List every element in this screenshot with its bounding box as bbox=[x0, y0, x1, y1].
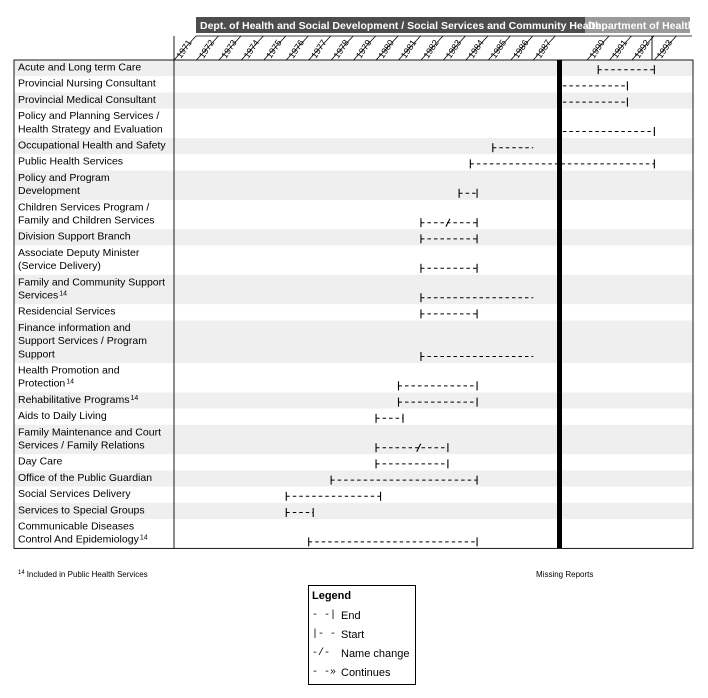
legend-title: Legend bbox=[312, 590, 352, 602]
missing-reports-label: Missing Reports bbox=[536, 570, 594, 579]
legend-box bbox=[308, 585, 416, 685]
row-8 bbox=[14, 229, 693, 245]
year-label: 1992 bbox=[632, 37, 652, 61]
row-2 bbox=[14, 92, 693, 108]
row-10 bbox=[14, 275, 693, 304]
footnote-text: Included in Public Health Services bbox=[26, 570, 148, 579]
segment-5-0 bbox=[470, 159, 654, 168]
row-label-sup: 14 bbox=[66, 378, 75, 386]
row-7 bbox=[18, 201, 155, 226]
row-label: Finance information and bbox=[18, 321, 131, 334]
segment-11-0 bbox=[421, 309, 477, 318]
year-label: 1978 bbox=[331, 37, 352, 61]
year-label: 1983 bbox=[443, 37, 464, 61]
row-label: Acute and Long term Care bbox=[18, 61, 142, 74]
legend-label-name-change: Name change bbox=[341, 647, 410, 660]
row-label: Services / Family Relations bbox=[18, 439, 145, 452]
row-list bbox=[14, 60, 693, 546]
year-label: 1982 bbox=[421, 37, 441, 61]
row-label: Services$^{14}$ bbox=[18, 289, 68, 302]
year-label: 1993 bbox=[654, 37, 675, 61]
year-label: 1977 bbox=[309, 37, 329, 61]
row-band bbox=[14, 170, 693, 199]
row-label: Policy and Program bbox=[18, 171, 110, 184]
segment-21-0 bbox=[309, 537, 477, 546]
row-1 bbox=[18, 78, 156, 90]
year-label: 1991 bbox=[609, 37, 630, 61]
row-label: Policy and Planning Services / bbox=[18, 110, 160, 123]
row-20 bbox=[14, 503, 693, 519]
row-11 bbox=[18, 306, 115, 318]
row-4 bbox=[14, 138, 693, 154]
legend-label-start: Start bbox=[341, 628, 365, 641]
row-label: Services to Special Groups bbox=[18, 504, 145, 517]
year-label: 1986 bbox=[511, 37, 531, 61]
header-left-title: Dept. of Health and Social Development / Social Services and Community Health bbox=[200, 20, 602, 32]
legend-symbol-continues: - -» bbox=[312, 667, 337, 678]
year-label: 1980 bbox=[376, 37, 396, 61]
legend-label-continues: Continues bbox=[341, 666, 391, 679]
row-label: Family and Children Services bbox=[18, 214, 155, 227]
row-label: Children Services Program / bbox=[18, 201, 150, 214]
row-label-sup: 14 bbox=[59, 290, 68, 297]
year-label: 1973 bbox=[219, 37, 239, 61]
footnote-sup: 14 bbox=[18, 570, 25, 576]
year-label: 1990 bbox=[587, 37, 607, 61]
legend-item bbox=[309, 606, 415, 625]
row-label: Rehabilitative Programs$^{14}$ bbox=[18, 393, 139, 406]
row-label: Office of the Public Guardian bbox=[18, 471, 153, 484]
row-18 bbox=[14, 470, 693, 486]
row-12 bbox=[14, 320, 693, 363]
segment-3-0 bbox=[563, 127, 654, 136]
segment-13-0 bbox=[399, 381, 478, 390]
row-13 bbox=[18, 365, 120, 390]
row-label: Family Maintenance and Court bbox=[18, 426, 161, 439]
row-14 bbox=[14, 392, 693, 408]
segment-1-0 bbox=[563, 81, 628, 90]
year-label: 1972 bbox=[196, 37, 217, 61]
year-axis bbox=[174, 36, 692, 60]
segment-7-0 bbox=[421, 218, 477, 227]
footnote bbox=[18, 570, 148, 579]
row-label: Family and Community Support bbox=[18, 276, 166, 289]
row-label: Protection$^{14}$ bbox=[18, 377, 75, 390]
header-right-title: Department of Health bbox=[588, 20, 695, 32]
row-0 bbox=[14, 60, 693, 76]
legend-label-end: End bbox=[341, 609, 361, 622]
row-label: Health Promotion and bbox=[18, 364, 120, 377]
segment-19-0 bbox=[286, 492, 380, 501]
row-19 bbox=[18, 488, 131, 500]
row-label: Provincial Nursing Consultant bbox=[18, 77, 156, 90]
row-label: (Service Delivery) bbox=[18, 260, 101, 273]
year-label: 1975 bbox=[264, 37, 284, 61]
row-label: Development bbox=[18, 185, 80, 198]
row-label-sup: 14 bbox=[139, 534, 148, 542]
row-6 bbox=[14, 170, 693, 199]
segment-17-0 bbox=[376, 459, 448, 468]
row-label: Occupational Health and Safety bbox=[18, 139, 166, 152]
row-15 bbox=[18, 410, 107, 422]
year-label: 1981 bbox=[398, 37, 419, 61]
row-label: Aids to Daily Living bbox=[18, 410, 107, 423]
legend-item bbox=[309, 625, 415, 644]
row-label: Support bbox=[18, 348, 55, 361]
row-label: Provincial Medical Consultant bbox=[18, 93, 156, 106]
year-label: 1985 bbox=[488, 37, 509, 61]
row-label: Day Care bbox=[18, 455, 63, 468]
row-label-sup: 14 bbox=[130, 394, 139, 402]
year-label: 1987 bbox=[533, 37, 554, 61]
row-label: Division Support Branch bbox=[18, 230, 131, 243]
row-label: Social Services Delivery bbox=[18, 488, 131, 501]
row-17 bbox=[18, 456, 63, 468]
row-5 bbox=[18, 156, 123, 168]
segment-9-0 bbox=[421, 264, 477, 273]
row-label: Health Strategy and Evaluation bbox=[18, 123, 163, 136]
year-label: 1979 bbox=[353, 37, 374, 61]
year-label: 1971 bbox=[174, 37, 194, 61]
row-label: Communicable Diseases bbox=[18, 520, 135, 533]
year-label: 1974 bbox=[241, 37, 262, 61]
segment-15-0 bbox=[376, 414, 403, 423]
row-16 bbox=[14, 425, 693, 454]
legend-symbol-end: - -| bbox=[312, 610, 337, 621]
legend-item bbox=[309, 644, 415, 663]
row-label: Associate Deputy Minister bbox=[18, 246, 140, 259]
row-3 bbox=[18, 110, 163, 135]
year-label: 1984 bbox=[466, 37, 486, 61]
row-label: Control And Epidemiology$^{14}$ bbox=[18, 533, 148, 546]
row-21 bbox=[18, 521, 148, 546]
row-label: Support Services / Program bbox=[18, 335, 147, 348]
missing-reports-bar bbox=[557, 60, 562, 548]
row-9 bbox=[18, 247, 140, 272]
row-label: Public Health Services bbox=[18, 155, 124, 168]
year-label: 1976 bbox=[286, 37, 307, 61]
legend-item bbox=[309, 663, 415, 682]
row-label: Residencial Services bbox=[18, 305, 116, 318]
legend-symbol-start: |- - bbox=[312, 629, 337, 640]
legend-symbol-name-change: -/- bbox=[312, 648, 331, 659]
